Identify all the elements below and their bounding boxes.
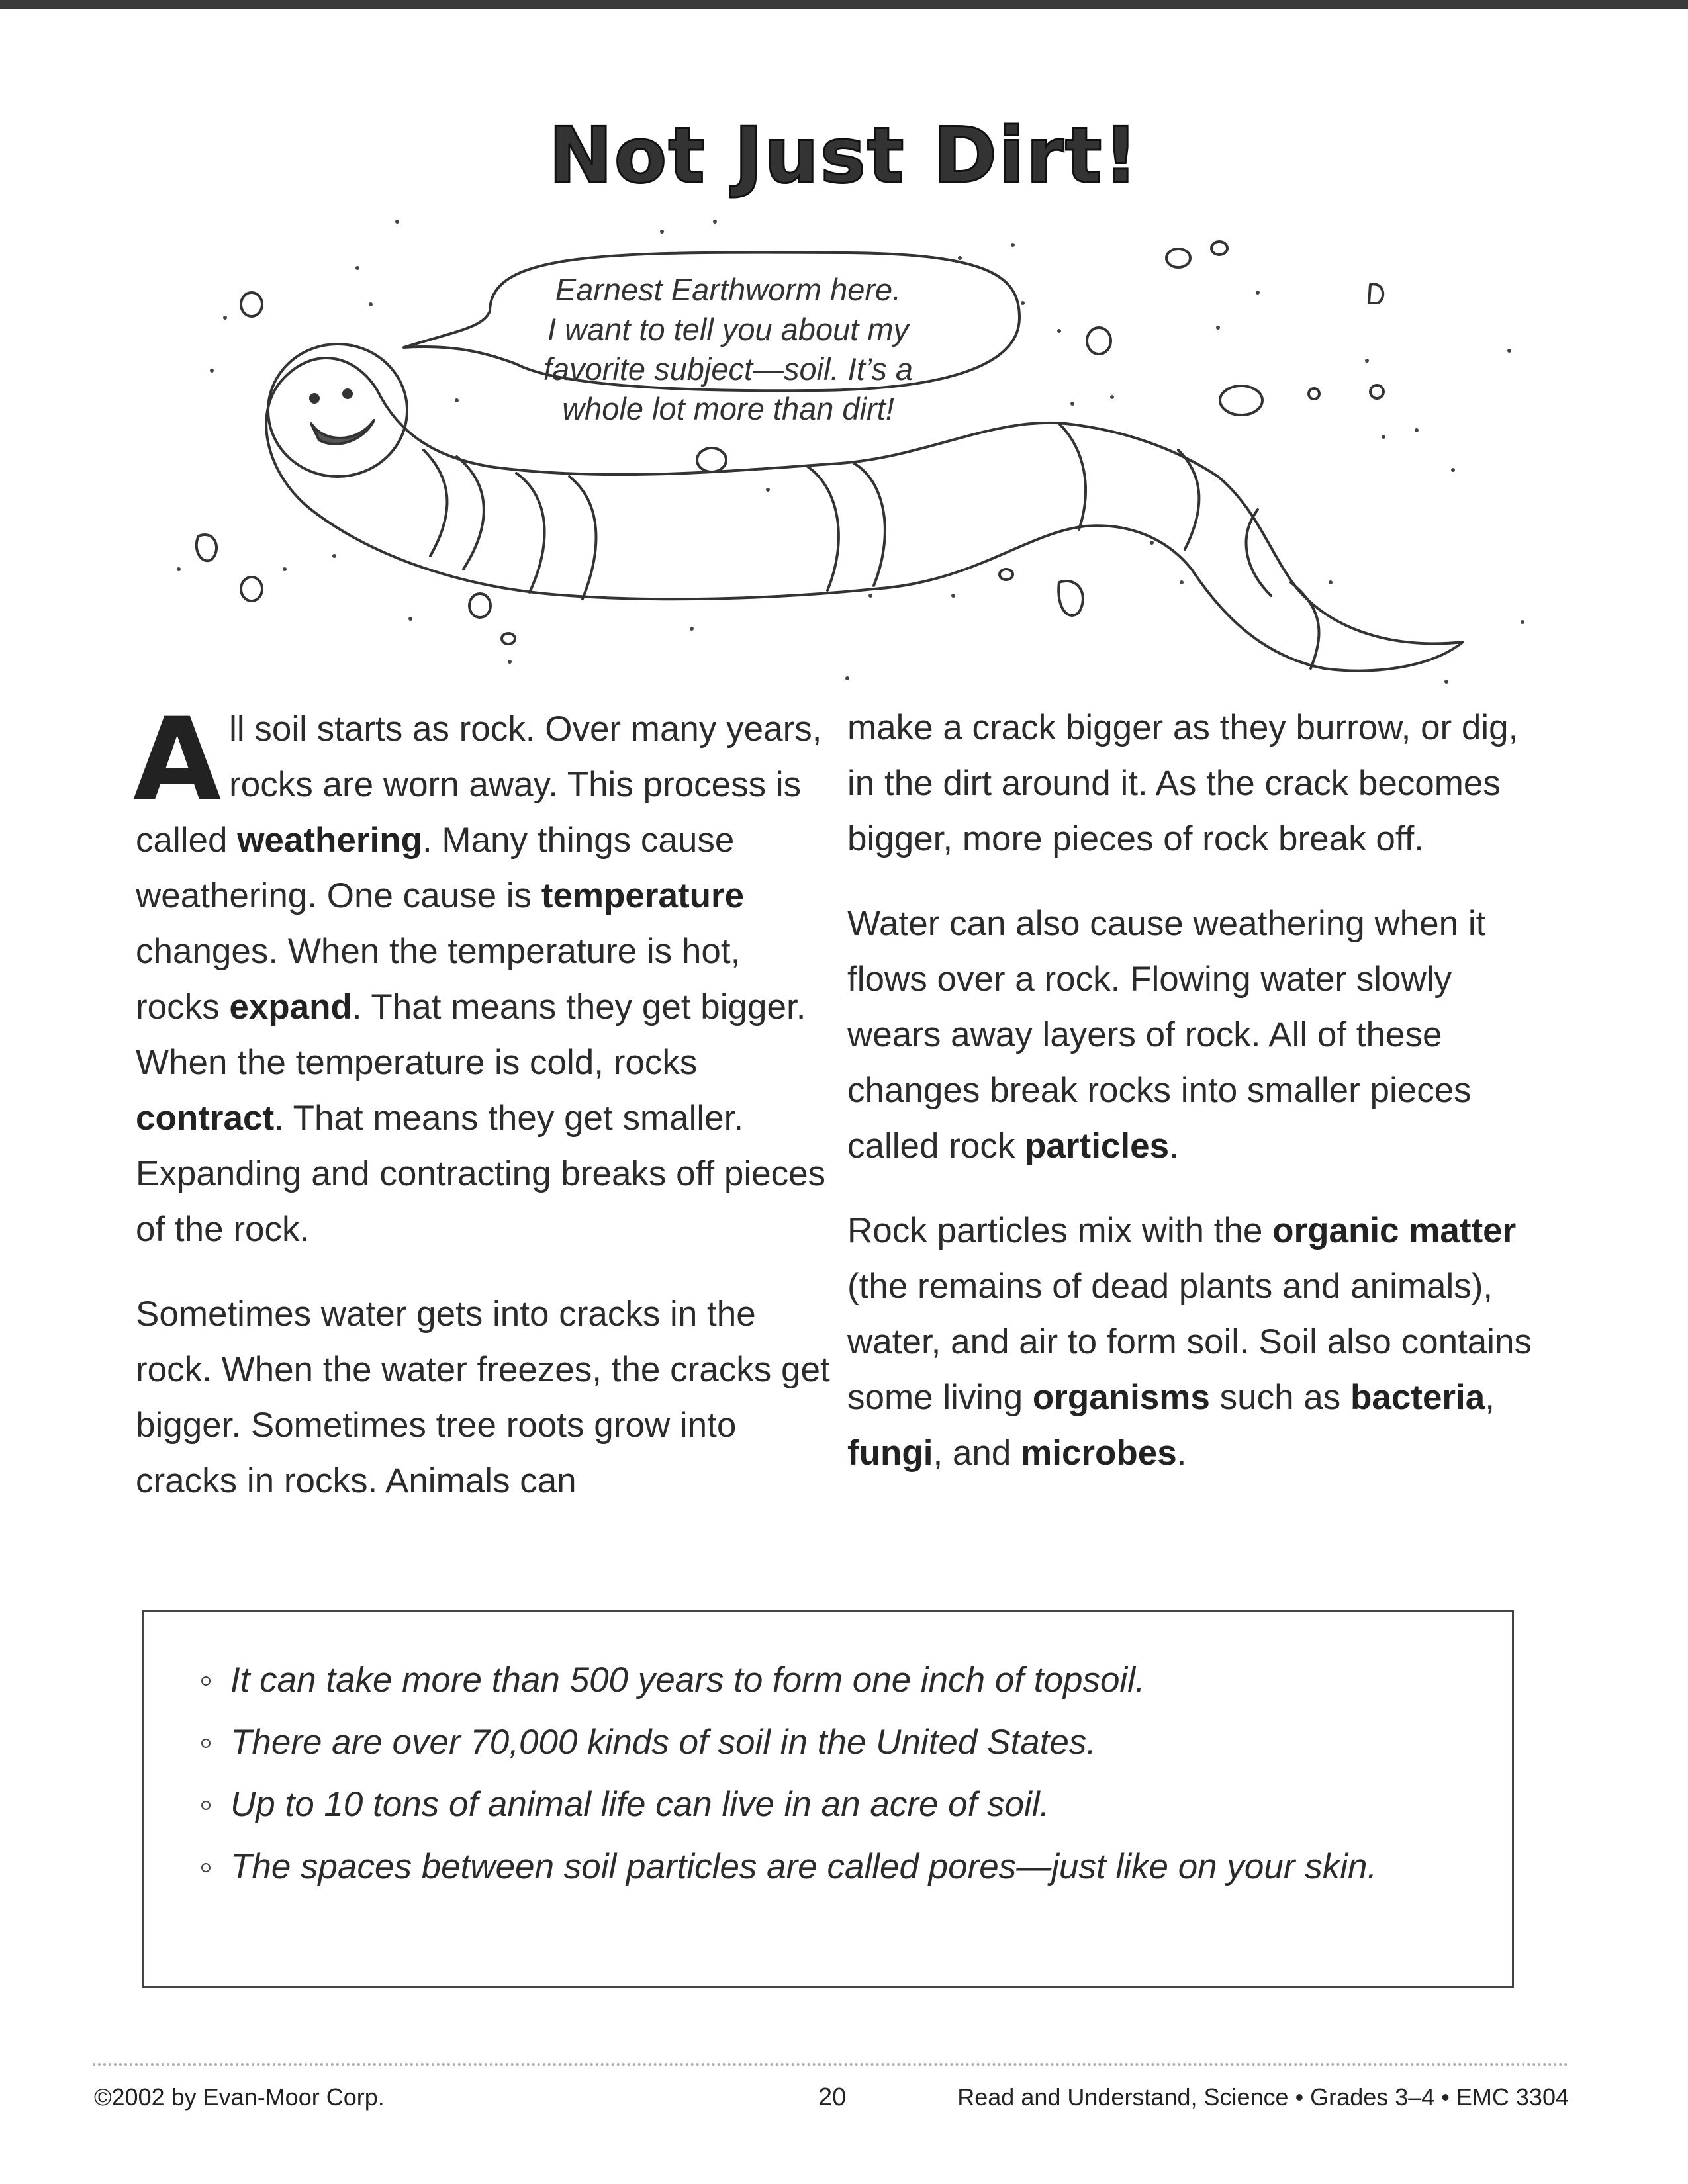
vocab-term: organic matter [1272,1211,1517,1250]
footer-divider [93,2063,1569,2066]
fact-item [197,1653,1468,1708]
facts-list [197,1653,1468,1901]
paragraph-text: such as [1209,1378,1350,1417]
fact-text: There are over 70,000 kinds of soil in the United States. [230,1723,1097,1762]
fact-item [197,1777,1468,1833]
fact-text: Up to 10 tons of animal life can live in an acre of soil. [230,1785,1050,1824]
fact-text: The spaces between soil particles are called pores—just like on your skin. [230,1847,1378,1886]
vocab-term: bacteria [1350,1378,1485,1417]
vocab-term: organisms [1032,1378,1210,1417]
fact-text: It can take more than 500 years to form one inch of topsoil. [230,1661,1145,1700]
vocab-term: microbes [1021,1433,1177,1473]
bubble-line: I want to tell you about my [547,312,909,347]
vocab-term: contract [136,1099,275,1138]
vocab-term: particles [1025,1126,1170,1165]
paragraph-soil-makeup [847,1203,1549,1481]
vocab-term: expand [229,987,352,1026]
facts-box [142,1610,1514,1988]
vocab-term: temperature [541,876,745,915]
vocab-term: fungi [847,1433,933,1473]
footer-book-info: Read and Understand, Science • Grades 3–4 • EMC 3304 [957,2083,1569,2111]
paragraph-text: , and [933,1433,1021,1473]
bubble-line: Earnest Earthworm here. [555,272,902,307]
bullet-icon [201,1863,211,1872]
bubble-line: favorite subject—soil. It’s a [543,351,914,387]
bullet-icon [201,1801,211,1810]
vocab-term: weathering [237,821,422,860]
paragraph-text: . That means they get smaller. Expanding and contracting breaks off pieces of the rock. [136,1099,826,1249]
bullet-icon [201,1676,211,1686]
paragraph-text: , [1485,1378,1495,1417]
bullet-icon [201,1739,211,1748]
paragraph-text: (the remains of dead plants and animals), water, and air to form soil. Soil also contains some living [847,1267,1532,1417]
paragraph-text: changes. When the temperature is hot, rocks [136,932,741,1026]
paragraph-water-cracks: Sometimes water gets into cracks in the rock. When the water freezes, the cracks get bigger. Sometimes tree roots grow into cracks in rocks. Animals can [136,1295,830,1500]
top-border [0,0,1688,9]
page-number: 20 [818,2083,847,2111]
paragraph-weathering [133,693,831,1257]
fact-item [197,1715,1468,1770]
paragraph-burrow: make a crack bigger as they burrow, or dig, in the dirt around it. As the crack becomes bigger, more pieces of rock break off. [847,708,1519,858]
speech-bubble-text [510,270,947,429]
paragraph-text: . [1176,1433,1187,1473]
paragraph-text: . That means they get bigger. When the temperature is cold, rocks [136,987,806,1082]
paragraph-text: Water can also cause weathering when it flows over a rock. Flowing water slowly wears away layers of rock. All of these changes break rocks into smaller pieces called rock [847,904,1486,1165]
left-column [133,693,831,1538]
fact-item [197,1839,1468,1895]
paragraph-flowing-water [847,896,1549,1174]
footer-copyright: ©2002 by Evan-Moor Corp. [94,2083,385,2111]
paragraph-text: Rock particles mix with the [847,1211,1273,1250]
page-title: Not Just Dirt! [548,111,1140,201]
worm-head-icon [268,344,407,477]
drop-cap: A [133,693,222,826]
paragraph-text: . [1169,1126,1179,1165]
paragraph-text: . Many things cause weathering. One cause is [136,821,735,915]
right-column [847,700,1549,1510]
paragraph-text: ll soil starts as rock. Over many years, rocks are worn away. This process is called [136,709,822,860]
smile-icon [311,420,374,444]
bubble-line: whole lot more than dirt! [562,391,894,426]
